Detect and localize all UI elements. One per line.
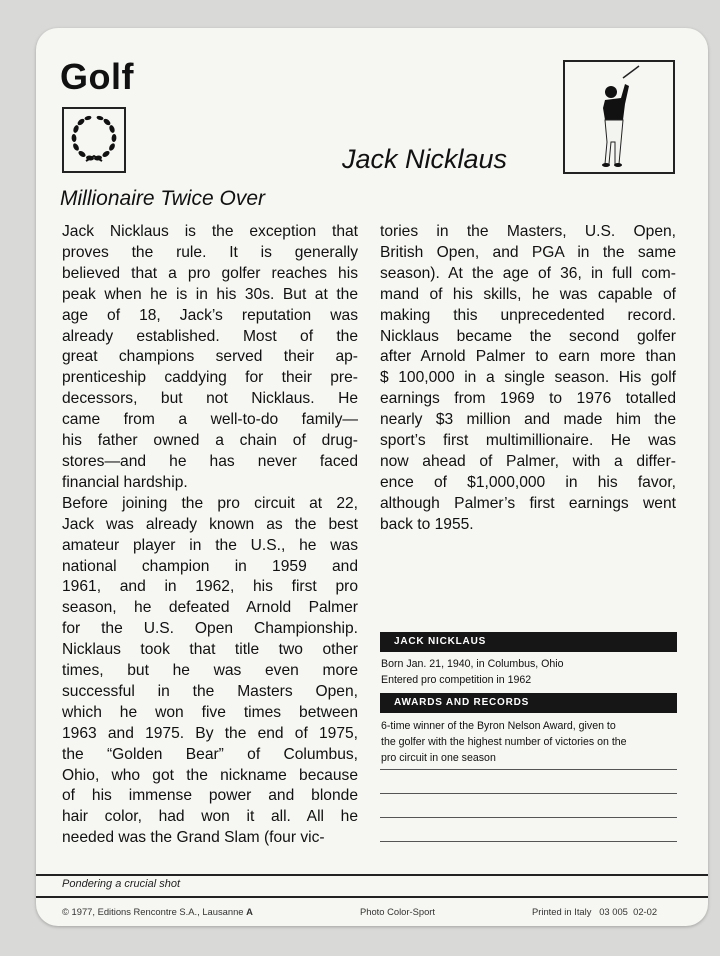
body-column-right bbox=[380, 222, 676, 536]
body-text-line: proves the rule. It is generally bbox=[62, 243, 358, 261]
series-letter: A bbox=[246, 906, 253, 917]
body-text-line: decessors, but not Nicklaus. He bbox=[62, 390, 358, 408]
copyright-text: © 1977, Editions Rencontre S.A., Lausanne bbox=[62, 906, 244, 917]
golfer-silhouette-icon bbox=[563, 60, 675, 174]
body-text-line: after Arnold Palmer to earn more than bbox=[380, 348, 676, 366]
body-column-left bbox=[62, 222, 358, 849]
body-text-line: mand of his skills, he was capable of bbox=[380, 285, 676, 303]
blank-line bbox=[380, 769, 677, 770]
body-text-line: which he won five times between bbox=[62, 703, 358, 721]
body-text-line: making this unprecedented record. bbox=[380, 306, 676, 324]
body-text-line: financial hardship. bbox=[62, 473, 188, 491]
caption-rule bbox=[36, 874, 708, 876]
sport-title: Golf bbox=[60, 56, 134, 97]
print-info: Printed in Italy 03 005 02-02 bbox=[532, 906, 658, 917]
body-text-line: now ahead of Palmer, with a differ- bbox=[380, 452, 676, 470]
body-text-line: came from a well-to-do family— bbox=[62, 411, 358, 429]
body-text-line: his father owned a chain of drug- bbox=[62, 432, 358, 450]
body-text-line: needed was the Grand Slam (four vic- bbox=[62, 829, 325, 847]
body-text-line: hair color, had won it all. All he bbox=[62, 808, 358, 826]
body-text-line: of his immense power and blonde bbox=[62, 787, 358, 805]
body-text-line: times, but he was even more bbox=[62, 662, 358, 680]
body-text-line: stores—and he has never faced bbox=[62, 452, 358, 470]
body-text-line: tories in the Masters, U.S. Open, bbox=[380, 223, 676, 240]
body-text-line: Nicklaus became the second golfer bbox=[380, 327, 676, 345]
body-text-line: earnings from 1969 to 1976 totalled bbox=[380, 390, 676, 408]
body-text-line: $ 100,000 in a single season. His golf bbox=[380, 369, 676, 387]
body-text-line: Jack Nicklaus is the exception that bbox=[62, 223, 358, 240]
body-text-line: already established. Most of the bbox=[62, 327, 358, 345]
body-text-line: believed that a pro golfer reaches his bbox=[62, 264, 358, 282]
body-text-line: Before joining the pro circuit at 22, bbox=[62, 494, 358, 512]
blank-line bbox=[380, 817, 677, 818]
photo-credit: Photo Color-Sport bbox=[360, 906, 436, 917]
body-text-line: Jack was already known as the best bbox=[62, 515, 358, 533]
body-text-line: 1961, and in 1962, his first pro bbox=[62, 578, 358, 596]
body-text-line: amateur player in the U.S., he was bbox=[62, 536, 358, 554]
awards-header: AWARDS AND RECORDS bbox=[380, 693, 677, 713]
body-text-line: although Palmer’s first earnings went bbox=[380, 494, 676, 512]
player-name: Jack Nicklaus bbox=[342, 144, 508, 174]
award-line: pro circuit in one season bbox=[381, 752, 496, 764]
photo-caption: Pondering a crucial shot bbox=[62, 878, 181, 890]
body-text-line: 1963 and 1975. By the end of 1975, bbox=[62, 724, 358, 742]
body-text-line: nearly $3 million and made him the bbox=[380, 411, 676, 429]
body-text-line: sport’s first multimillionaire. He was bbox=[380, 432, 676, 450]
copyright bbox=[62, 906, 253, 917]
body-text-line: the “Golden Bear” of Columbus, bbox=[62, 745, 358, 763]
body-text-line: age of 18, Jack’s reputation was bbox=[62, 306, 358, 324]
body-text-line: great champions served their ap- bbox=[62, 348, 358, 366]
award-line: the golfer with the highest number of victories on the bbox=[381, 736, 627, 748]
fact-pro-start: Entered pro competition in 1962 bbox=[381, 674, 532, 686]
body-text-line: season, he defeated Arnold Palmer bbox=[62, 599, 358, 617]
award-line: 6-time winner of the Byron Nelson Award, given to bbox=[381, 720, 616, 732]
body-text-line: British Open, and PGA in the same bbox=[380, 243, 676, 261]
body-text-line: Nicklaus took that title two other bbox=[62, 641, 358, 659]
laurel-wreath-icon bbox=[62, 107, 126, 173]
body-text-line: national champion in 1959 and bbox=[62, 557, 358, 575]
footer-rule bbox=[36, 896, 708, 898]
article-subtitle: Millionaire Twice Over bbox=[60, 187, 265, 210]
body-text-line: back to 1955. bbox=[380, 515, 474, 533]
body-text-line: successful in the Masters Open, bbox=[62, 682, 358, 700]
body-text-line: Ohio, who got the nickname because bbox=[62, 766, 358, 784]
fact-born: Born Jan. 21, 1940, in Columbus, Ohio bbox=[381, 658, 564, 670]
blank-line bbox=[380, 793, 677, 794]
facts-name-header: JACK NICKLAUS bbox=[380, 632, 677, 652]
body-text-line: ence of $1,000,000 in his favor, bbox=[380, 473, 676, 491]
blank-line bbox=[380, 841, 677, 842]
body-text-line: for the U.S. Open Championship. bbox=[62, 620, 358, 638]
body-text-line: peak when he is in his 30s. But at the bbox=[62, 285, 358, 303]
body-text-line: season). At the age of 36, in full com- bbox=[380, 264, 676, 282]
body-text-line: prenticeship caddying for their pre- bbox=[62, 369, 358, 387]
